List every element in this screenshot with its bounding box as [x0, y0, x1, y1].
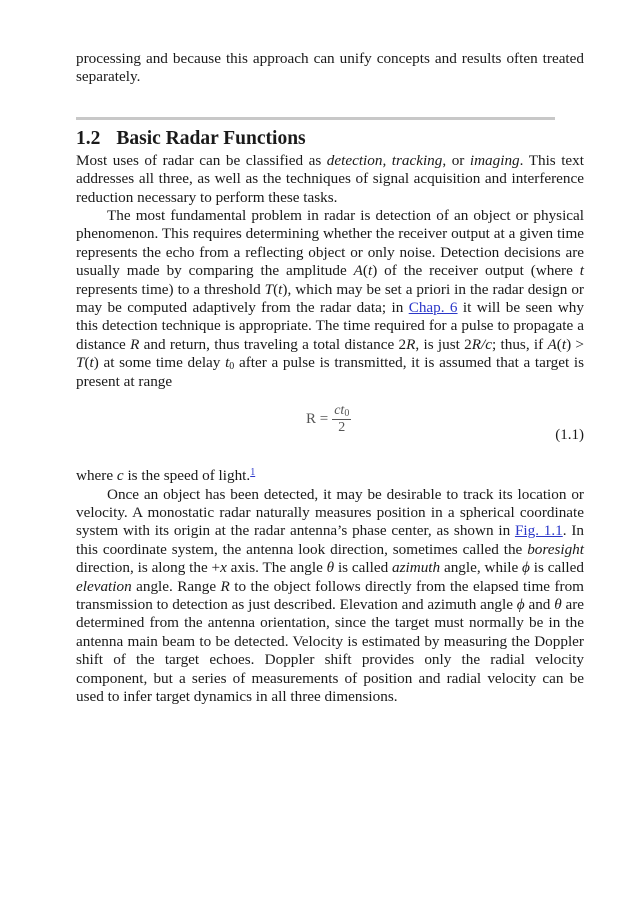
section-divider [76, 117, 555, 120]
paragraph-functions: Most uses of radar can be classified as detection, tracking, or imaging. This text addresses all three, as well as the techniques of signal acquisition and interference reduction necessary to perform these tasks. [76, 151, 584, 206]
section-title: Basic Radar Functions [116, 127, 306, 149]
paragraph-detection: The most fundamental problem in radar is detection of an object or physical phenomenon. This requires determining whether the receiver output at a given time represents the echo from a reflecting object or only noise. Detection decisions are usually made by comparing the amplitude A(t) of the receiver output (where t represents time) to a threshold T(t), which may be set a priori in the radar design or may be computed adaptively from the radar data; in Chap. 6 it will be seen why this detection technique is appropriate. The time required for a pulse to propagate a distance R and return, thus traveling a total distance 2R, is just 2R/c; thus, if A(t) > T(t) at some time delay $t_0$ after a pulse is transmitted, it is assumed that a target is present at range [76, 207, 585, 390]
footnote-1-link[interactable]: 1 [250, 467, 256, 479]
equation-lhs: R = [306, 411, 329, 428]
paragraph-tracking: Once an object has been detected, it may be desirable to track its location or velocity. A monostatic radar naturally measures position in a spherical coordinate system with its origin at the radar antenna’s phase center, as shown in Fig. 1.1. In this coordinate system, the antenna look direction, sometimes called the boresight direction, is along the +x axis. The angle θ is called azimuth angle, while ϕ is called elevation angle. Range R to the object follows directly from the elapsed time from transmission to detection as just described. Elevation and azimuth angle ϕ and θ are determined from the antenna orientation, since the target must normally be in the antenna main beam to be detected. Velocity is estimated by measuring the Doppler shift of the target echoes. Doppler shift provides only the radial velocity component, but a series of measurements of position and radial velocity can be used to infer target dynamics in all three dimensions. [76, 485, 584, 705]
intro-paragraph: processing and because this approach can unify concepts and results often treated separately. [76, 50, 584, 86]
equation-body [306, 403, 351, 436]
figure-1-1-link[interactable]: Fig. 1.1 [514, 522, 563, 540]
equation-fraction [332, 403, 351, 436]
section-number: 1.2 [76, 127, 101, 149]
equation-1-1 [76, 403, 584, 463]
document-page [76, 50, 584, 706]
equation-denominator: 2 [338, 420, 346, 436]
section-heading [76, 128, 584, 150]
equation-numerator: $ct_0$ [334, 403, 350, 420]
equation-number: (1.1) [555, 427, 584, 444]
chapter-6-link[interactable]: Chap. 6 [408, 299, 458, 317]
paragraph-speed-of-light: where c is the speed of light.$^1$ [76, 467, 256, 485]
